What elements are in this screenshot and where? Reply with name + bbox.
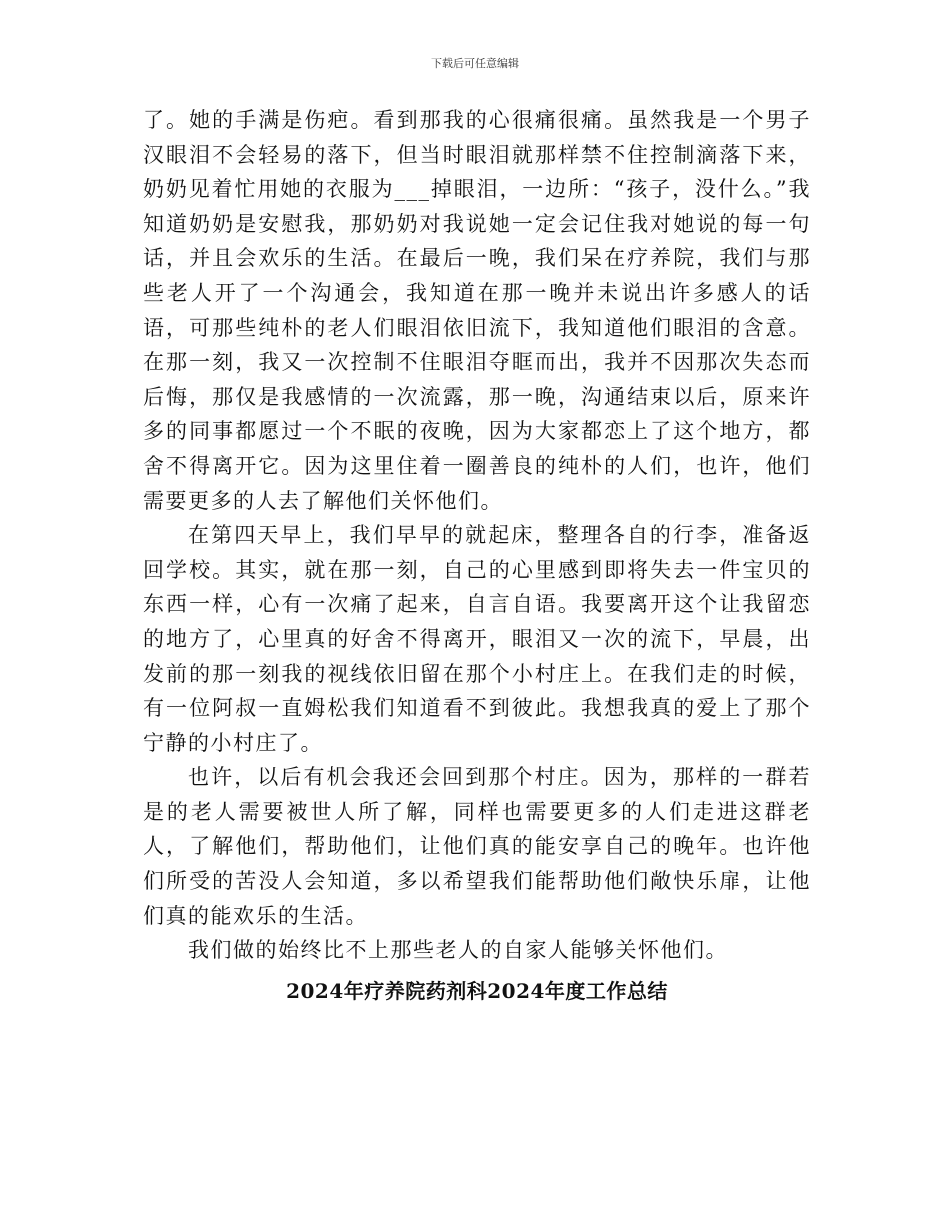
paragraph-3: 也许，以后有机会我还会回到那个村庄。因为，那样的一群若是的老人需要被世人所了解，同样也需要更多的人们走进这群老人，了解他们，帮助他们，让他们真的能安享自己的晚年。也许他们所受的苦没人会知道，多以希望我们能帮助他们敞快乐扉，让他们真的能欢乐的生活。 [143, 765, 811, 928]
document-body [143, 103, 811, 1008]
section-title: 2024年疗养院药剂科2024年度工作总结 [286, 978, 668, 1003]
paragraph-2: 在第四天早上，我们早早的就起床，整理各自的行李，准备返回学校。其实，就在那一刻，自己的心里感到即将失去一件宝贝的东西一样，心有一次痛了起来，自言自语。我要离开这个让我留恋的地方了，心里真的好舍不得离开，眼泪又一次的流下，早晨，出发前的那一刻我的视线依旧留在那个小村庄上。在我们走的时候，有一位阿叔一直姆松我们知道看不到彼此。我想我真的爱上了那个宁静的小村庄了。 [143, 523, 811, 755]
paragraph-4: 我们做的始终比不上那些老人的自家人能够关怀他们。 [188, 938, 728, 963]
page-header-note: 下载后可任意编辑 [431, 57, 519, 70]
paragraph-1: 了。她的手满是伤疤。看到那我的心很痛很痛。虽然我是一个男子汉眼泪不会轻易的落下，但当时眼泪就那样禁不住控制滴落下来，奶奶见着忙用她的衣服为___掉眼泪，一边所：“孩子，没什么。”我知道奶奶是安慰我，那奶奶对我说她一定会记住我对她说的每一句话，并且会欢乐的生活。在最后一晚，我们呆在疗养院，我们与那些老人开了一个沟通会，我知道在那一晚并未说出许多感人的话语，可那些纯朴的老人们眼泪依旧流下，我知道他们眼泪的含意。在那一刻，我又一次控制不住眼泪夺眶而出，我并不因那次失态而后悔，那仅是我感情的一次流露，那一晚，沟通结束以后，原来许多的同事都愿过一个不眠的夜晚，因为大家都恋上了这个地方，都舍不得离开它。因为这里住着一圈善良的纯朴的人们，也许，他们需要更多的人去了解他们关怀他们。 [143, 108, 811, 513]
